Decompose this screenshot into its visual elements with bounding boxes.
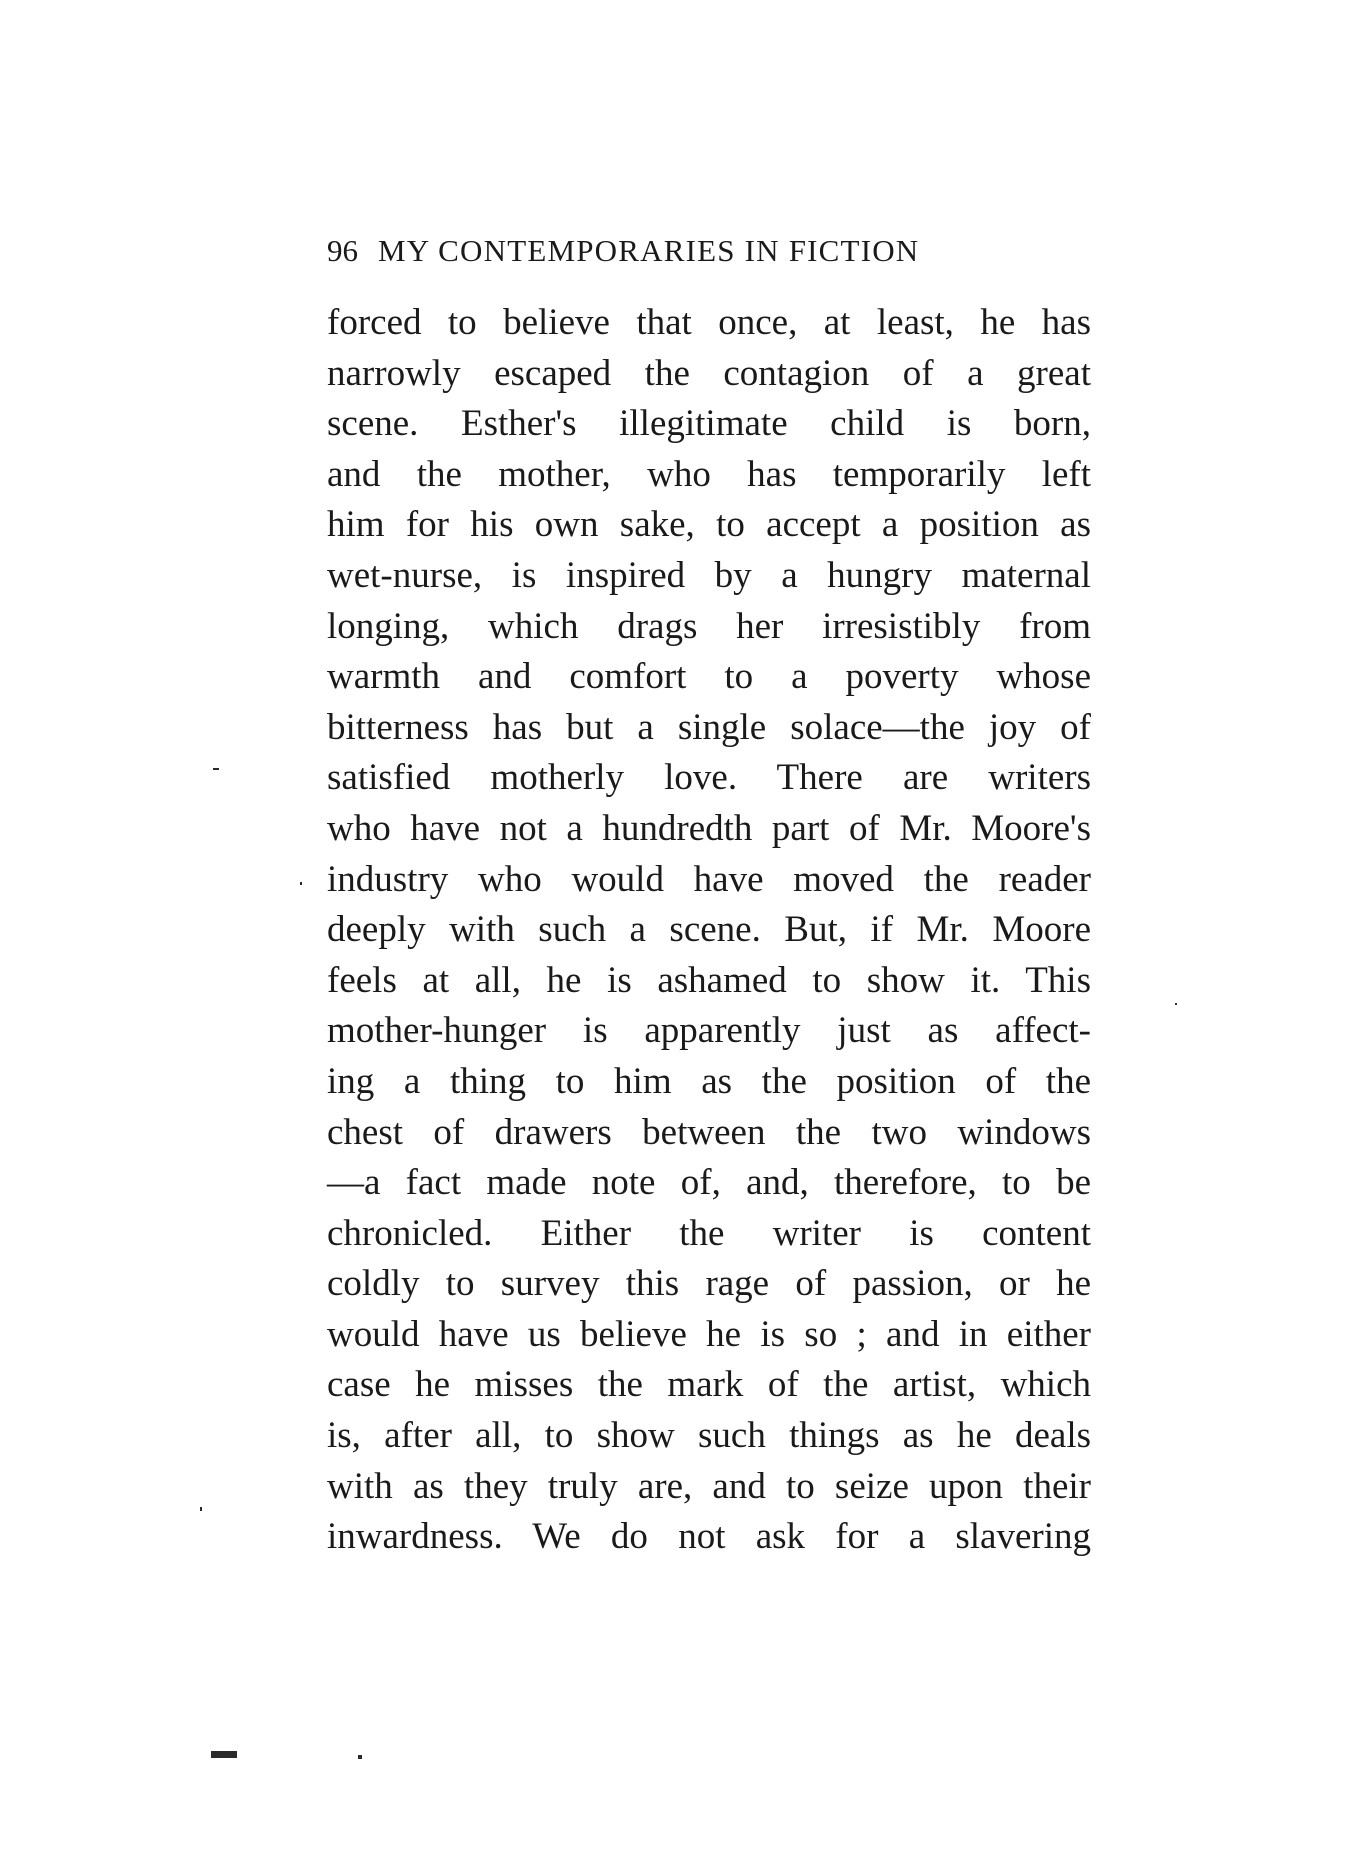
text-line: case he misses the mark of the artist, which (327, 1364, 1091, 1406)
text-line: ing a thing to him as the position of the (327, 1060, 1091, 1102)
text-line: chronicled. Either the writer is content (327, 1212, 1091, 1254)
text-line: industry who would have moved the reader (327, 858, 1091, 900)
text-line: narrowly escaped the contagion of a great (327, 352, 1091, 394)
text-line: satisfied motherly love. There are writers (327, 757, 1091, 799)
text-line: who have not a hundredth part of Mr. Moore's (327, 807, 1091, 849)
text-line: scene. Esther's illegitimate child is born, (327, 403, 1091, 445)
speck (200, 1507, 202, 1511)
text-line: feels at all, he is ashamed to show it. This (327, 959, 1091, 1001)
running-head (327, 233, 1091, 279)
text-line: wet-nurse, is inspired by a hungry maternal (327, 554, 1091, 596)
text-line: would have us believe he is so ; and in either (327, 1313, 1091, 1355)
running-title: MY CONTEMPORARIES IN FICTION (378, 233, 920, 268)
text-line: longing, which drags her irresistibly from (327, 605, 1091, 647)
text-line: coldly to survey this rage of passion, or he (327, 1263, 1091, 1305)
text-line: —a fact made note of, and, therefore, to be (327, 1162, 1091, 1204)
text-line: is, after all, to show such things as he deals (327, 1415, 1091, 1457)
text-line: chest of drawers between the two windows (327, 1111, 1091, 1153)
speck (300, 882, 302, 885)
text-line: and the mother, who has temporarily left (327, 453, 1091, 495)
speck (358, 1755, 362, 1759)
text-line: mother-hunger is apparently just as affect- (327, 1010, 1091, 1052)
speck (213, 768, 219, 770)
speck (211, 1751, 237, 1758)
text-line: deeply with such a scene. But, if Mr. Moore (327, 909, 1091, 951)
page-number: 96 (327, 233, 358, 268)
text-line: forced to believe that once, at least, he has (327, 302, 1091, 343)
text-line: bitterness has but a single solace—the joy of (327, 706, 1091, 748)
text-line: warmth and comfort to a poverty whose (327, 656, 1091, 698)
text-line: with as they truly are, and to seize upon their (327, 1465, 1091, 1507)
text-line: him for his own sake, to accept a position as (327, 504, 1091, 546)
text-line: inwardness. We do not ask for a slavering (327, 1516, 1091, 1558)
speck (1175, 1003, 1177, 1005)
body-text (327, 298, 1091, 1563)
